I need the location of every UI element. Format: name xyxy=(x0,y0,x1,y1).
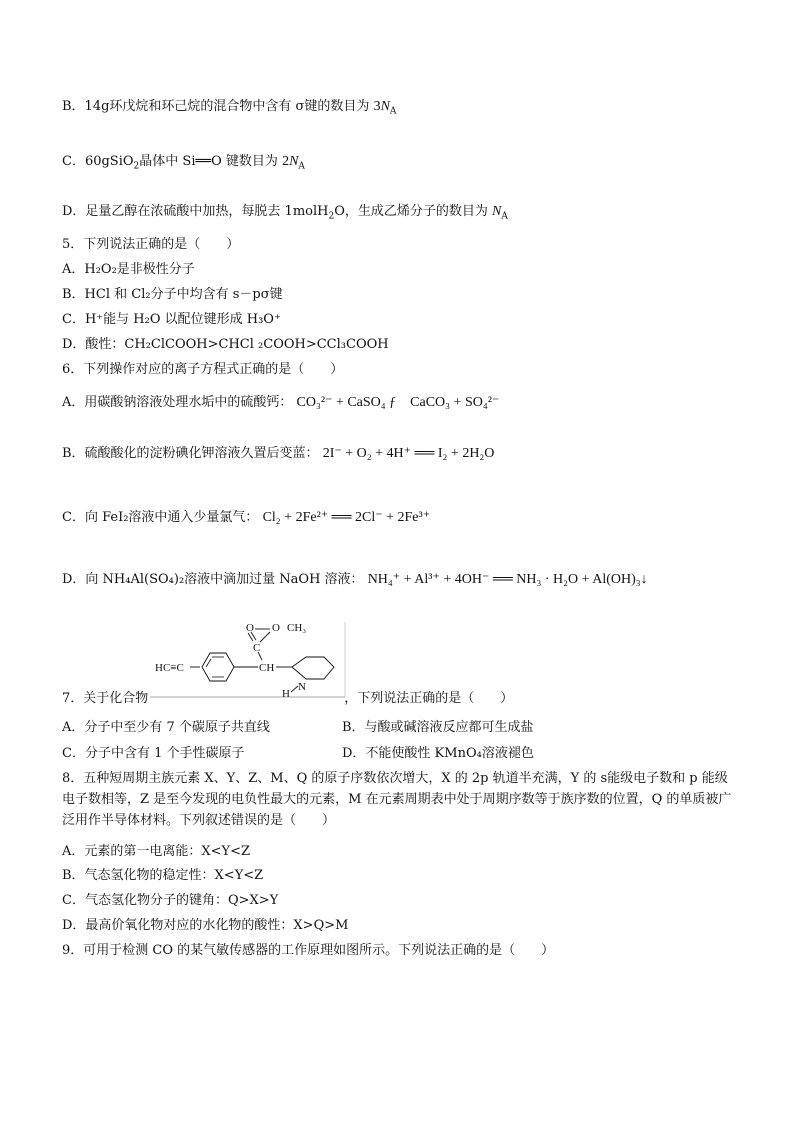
q8-option-b: B．气态氢化物的稳定性：X<Y<Z xyxy=(62,868,264,883)
q6-option-d-text: D．向 NH₄Al(SO₄)₂溶液中滴加过量 NaOH 溶液： xyxy=(62,572,364,587)
q4-option-d-na: N xyxy=(492,204,502,219)
q4-option-b-na-sub: A xyxy=(389,106,397,117)
struct-ch: CH xyxy=(259,662,275,674)
struct-ch3: CH₃ xyxy=(287,622,307,634)
q4-option-b-value: 3 xyxy=(373,99,381,114)
q4-option-b xyxy=(62,98,396,121)
q6-option-b xyxy=(62,445,494,463)
q6-option-c-text: C．向 FeI₂溶液中通入少量氯气： xyxy=(62,510,259,525)
q4-option-c xyxy=(62,153,305,176)
compound-structure xyxy=(150,620,346,698)
q5-option-c: C．H⁺能与 H₂O 以配位键形成 H₃O⁺ xyxy=(62,312,281,327)
struct-c-carbonyl: C xyxy=(253,642,261,654)
q5-option-a: A．H₂O₂是非极性分子 xyxy=(62,262,195,277)
struct-n: N xyxy=(298,681,306,693)
q4-option-c-rest2: O 键数目为 xyxy=(211,154,278,169)
q6-option-c-equation: Cl₂ + 2Fe²⁺ ══ 2Cl⁻ + 2Fe³⁺ xyxy=(262,510,431,525)
q7-option-b: B．与酸或碱溶液反应都可生成盐 xyxy=(342,720,534,735)
q6-option-a-text: A．用碳酸钠溶液处理水垢中的硫酸钙： xyxy=(62,395,293,410)
q4-option-d-na-sub: A xyxy=(501,211,508,222)
q4-option-c-label: C．60gSiO xyxy=(62,154,134,169)
q6-option-b-equation: 2I⁻ + O₂ + 4H⁺ ══ I₂ + 2H₂O xyxy=(322,446,495,461)
q4-option-c-rest: 晶体中 Si xyxy=(139,154,196,169)
q4-option-c-na: N xyxy=(289,154,299,169)
q4-option-c-value: 2 xyxy=(282,154,290,169)
q6-option-a-equation: CO₃²⁻ + CaSO₄ ƒ CaCO₃ + SO₄²⁻ xyxy=(296,395,500,410)
q6-option-a xyxy=(62,394,499,412)
q7-stem-pre: 7．关于化合物 xyxy=(62,691,149,706)
q4-option-c-na-sub: A xyxy=(298,161,305,172)
q4-option-d-rest: O，生成乙烯分子的数目为 xyxy=(334,204,488,219)
q5-option-b: B．HCl 和 Cl₂分子中均含有 s－pσ键 xyxy=(62,287,283,302)
q6-option-b-text: B．硫酸酸化的淀粉碘化钾溶液久置后变蓝： xyxy=(62,446,319,461)
q8-stem: 8．五种短周期主族元素 X、Y、Z、M、Q 的原子序数依次增大，X 的 2p 轨道半充满，Y 的 s能级电子数和 p 能级电子数相等，Z 是至今发现的电负性最大的元素，M 在元素周期表中处于周期序数等于族序数的位置，Q 的单质被广泛用作半导体材料。下列叙述错误的是（ ） xyxy=(62,771,732,828)
q7-option-c: C．分子中含有 1 个手性碳原子 xyxy=(62,746,245,761)
q7-stem xyxy=(62,690,513,708)
q7-option-a: A．分子中至少有 7 个碳原子共直线 xyxy=(62,720,270,735)
struct-o-ester: O xyxy=(272,622,280,634)
struct-h: H xyxy=(282,688,290,698)
q6-option-c xyxy=(62,509,430,527)
q4-option-c-bond: ══ xyxy=(195,154,212,169)
q9-stem: 9．可用于检测 CO 的某气敏传感器的工作原理如图所示。下列说法正确的是（ ） xyxy=(62,943,555,958)
q7-stem-post: ，下列说法正确的是（ ） xyxy=(344,691,514,706)
q8-option-d: D．最高价氧化物对应的水化物的酸性：X>Q>M xyxy=(62,918,349,933)
q6-option-d-equation: NH₄⁺ + Al³⁺ + 4OH⁻ ══ NH₃ · H₂O + Al(OH)₃↓ xyxy=(367,572,648,587)
q5-option-d: D．酸性：CH₂ClCOOH>CHCl ₂COOH>CCl₃COOH xyxy=(62,337,389,352)
struct-o-carbonyl: O xyxy=(246,622,254,634)
q6-stem: 6．下列操作对应的离子方程式正确的是（ ） xyxy=(62,362,344,377)
q4-option-b-na: N xyxy=(380,99,390,114)
q6-option-d xyxy=(62,571,648,589)
q7-option-d: D．不能使酸性 KMnO₄溶液褪色 xyxy=(342,746,534,761)
q5-stem: 5．下列说法正确的是（ ） xyxy=(62,237,240,252)
struct-hcc: HC≡C xyxy=(155,662,184,674)
q4-option-b-label: B．14g环戊烷和环己烷的混合物中含有 σ键的数目为 xyxy=(62,99,370,114)
q8-option-a: A．元素的第一电离能：X<Y<Z xyxy=(62,844,251,859)
q4-option-c-sub: 2 xyxy=(133,161,140,172)
q8-option-c: C．气态氢化物分子的键角：Q>X>Y xyxy=(62,893,279,908)
q4-option-d xyxy=(62,203,508,226)
q4-option-d-label: D．足量乙醇在浓硫酸中加热，每脱去 1molH xyxy=(62,204,329,219)
q4-option-d-sub: 2 xyxy=(328,211,335,222)
